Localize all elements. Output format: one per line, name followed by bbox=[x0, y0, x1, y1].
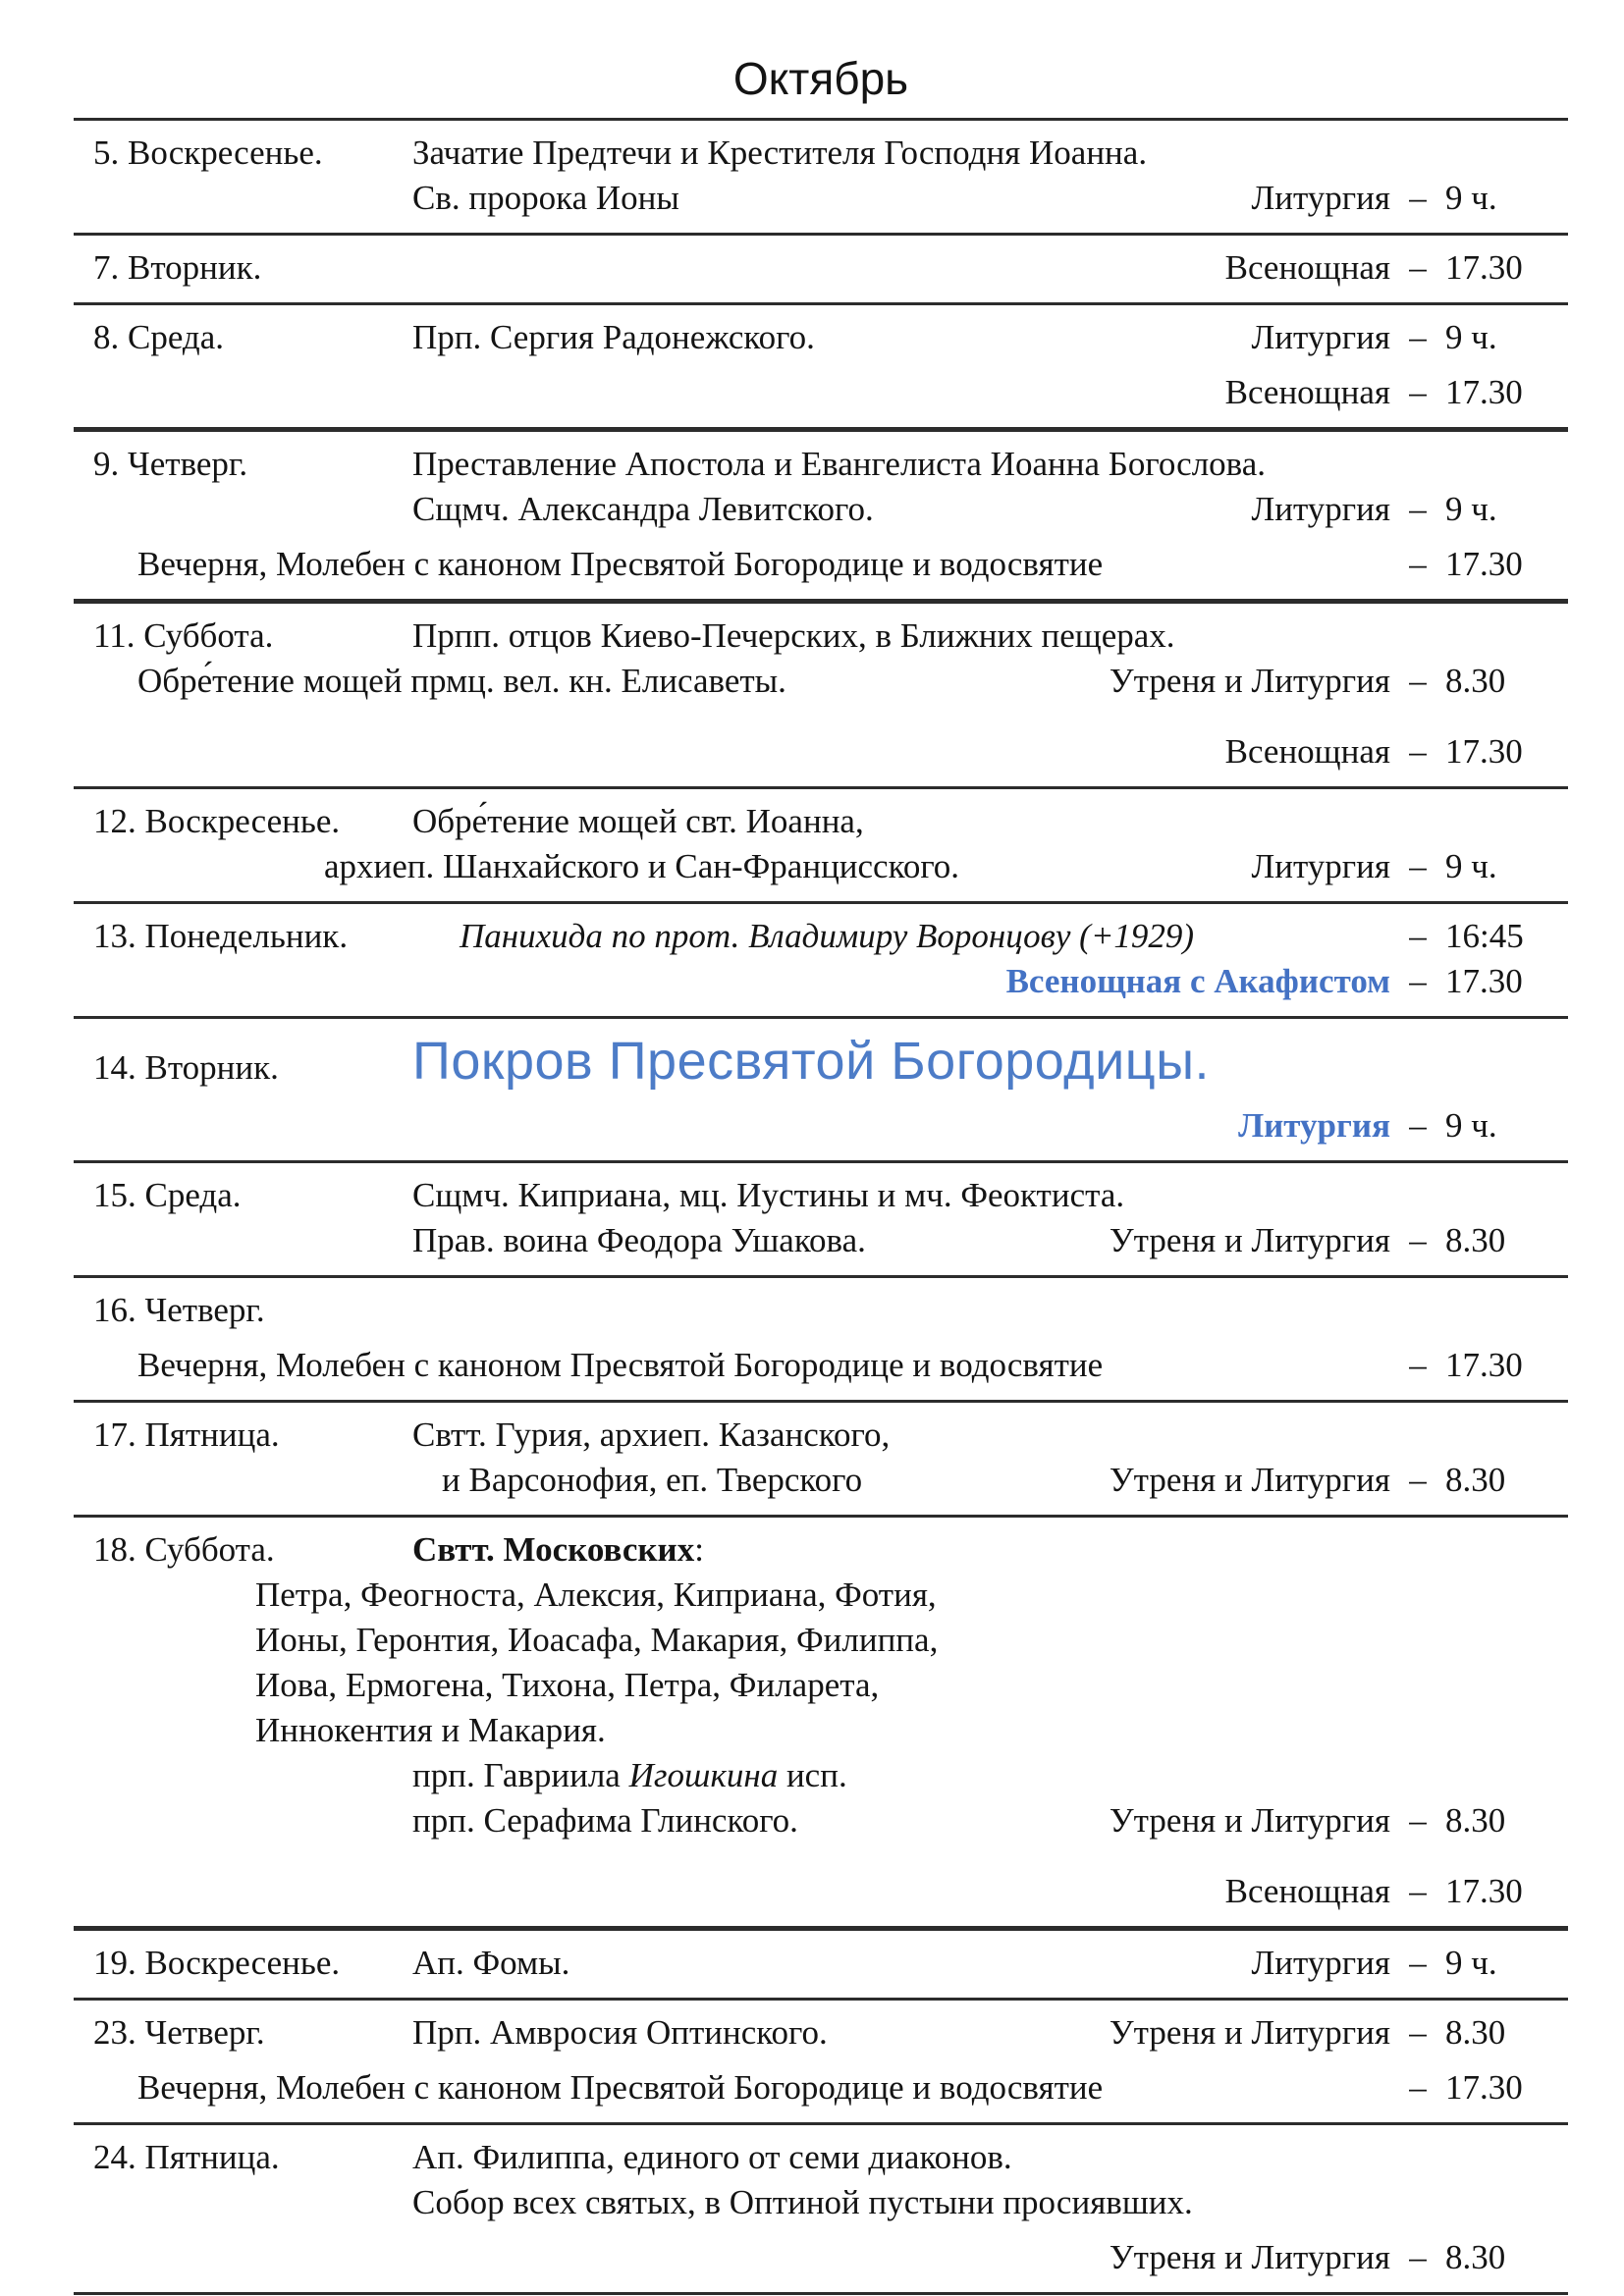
service-name: Всенощная bbox=[1224, 1872, 1390, 1910]
date-cell: 17. Пятница. bbox=[93, 1415, 280, 1454]
service-time: 8.30 bbox=[1445, 662, 1506, 700]
heading-colon: : bbox=[694, 1530, 704, 1569]
service-name: Литургия bbox=[1251, 318, 1390, 356]
service-name: Всенощная bbox=[1224, 373, 1390, 411]
dash: – bbox=[1409, 917, 1427, 955]
date-cell: 9. Четверг. bbox=[93, 445, 248, 483]
service-name: Литургия bbox=[1251, 490, 1390, 528]
description: Обре́тение мощей свт. Иоанна, bbox=[412, 802, 864, 840]
row-oct-13 bbox=[74, 904, 1568, 1019]
date-cell: 19. Воскресенье. bbox=[93, 1944, 341, 1982]
dash: – bbox=[1409, 1461, 1427, 1499]
dash: – bbox=[1409, 2068, 1427, 2107]
service-time: 17.30 bbox=[1445, 545, 1523, 583]
dash: – bbox=[1409, 2013, 1427, 2052]
date-cell: 16. Четверг. bbox=[93, 1291, 265, 1329]
service-name-akathist: Всенощная с Акафистом bbox=[1005, 962, 1390, 1000]
service-name: Утреня и Литургия bbox=[1109, 662, 1390, 700]
dash: – bbox=[1409, 179, 1427, 217]
row-oct-18 bbox=[74, 1518, 1568, 1931]
row-oct-5 bbox=[74, 121, 1568, 236]
saints-names-line: Ионы, Геронтия, Иоасафа, Макария, Филиппа, bbox=[255, 1621, 939, 1659]
service-time: 8.30 bbox=[1445, 1221, 1506, 1259]
row-oct-19 bbox=[74, 1931, 1568, 2001]
service-name: Утреня и Литургия bbox=[1109, 1461, 1390, 1499]
saints-names-line: Иова, Ермогена, Тихона, Петра, Филарета, bbox=[255, 1666, 880, 1704]
service-name: Литургия bbox=[1251, 1944, 1390, 1982]
row-oct-14 bbox=[74, 1019, 1568, 1163]
row-oct-7 bbox=[74, 236, 1568, 305]
dash: – bbox=[1409, 2238, 1427, 2276]
dash: – bbox=[1409, 373, 1427, 411]
date-cell: 11. Суббота. bbox=[93, 616, 274, 655]
dash: – bbox=[1409, 962, 1427, 1000]
description: Обре́тение мощей прмц. вел. кн. Елисаветы. bbox=[137, 662, 786, 700]
description: Сщмч. Киприана, мц. Иустины и мч. Феоктиста. bbox=[412, 1176, 1125, 1214]
row-oct-24 bbox=[74, 2125, 1568, 2295]
service-name: Литургия bbox=[1251, 847, 1390, 885]
service-time: 8.30 bbox=[1445, 1461, 1506, 1499]
date-cell: 18. Суббота. bbox=[93, 1530, 275, 1569]
description: Прп. Амвросия Оптинского. bbox=[412, 2013, 828, 2052]
service-time: 17.30 bbox=[1445, 248, 1523, 287]
dash: – bbox=[1409, 1346, 1427, 1384]
description: Собор всех святых, в Оптиной пустыни просиявших. bbox=[412, 2183, 1193, 2221]
evening-services: Вечерня, Молебен с каноном Пресвятой Богородице и водосвятие bbox=[137, 1346, 1104, 1384]
date-cell: 8. Среда. bbox=[93, 318, 225, 356]
description: Зачатие Предтечи и Крестителя Господня Иоанна. bbox=[412, 133, 1148, 172]
date-cell: 12. Воскресенье. bbox=[93, 802, 341, 840]
date-cell: 14. Вторник. bbox=[93, 1048, 279, 1087]
description: Прп. Сергия Радонежского. bbox=[412, 318, 815, 356]
date-cell: 23. Четверг. bbox=[93, 2013, 265, 2052]
dash: – bbox=[1409, 1801, 1427, 1840]
service-name: Всенощная bbox=[1224, 248, 1390, 287]
description: Ап. Филиппа, единого от семи диаконов. bbox=[412, 2138, 1012, 2176]
dash: – bbox=[1409, 847, 1427, 885]
service-schedule bbox=[74, 27, 1568, 2295]
service-time: 9 ч. bbox=[1445, 847, 1497, 885]
row-oct-8 bbox=[74, 305, 1568, 432]
panikhida-note: Панихида по прот. Владимиру Воронцову (+1929) bbox=[460, 917, 1195, 955]
saint-line: прп. Гавриила Игошкина исп. bbox=[412, 1756, 847, 1794]
date-cell: 15. Среда. bbox=[93, 1176, 242, 1214]
service-time: 17.30 bbox=[1445, 962, 1523, 1000]
dash: – bbox=[1409, 248, 1427, 287]
service-name: Утреня и Литургия bbox=[1109, 1221, 1390, 1259]
service-time: 9 ч. bbox=[1445, 1106, 1497, 1145]
date-cell: 24. Пятница. bbox=[93, 2138, 280, 2176]
description: архиеп. Шанхайского и Сан-Францисского. bbox=[324, 847, 960, 885]
date-cell: 5. Воскресенье. bbox=[93, 133, 323, 172]
service-time: 8.30 bbox=[1445, 2013, 1506, 2052]
service-time: 17.30 bbox=[1445, 1346, 1523, 1384]
row-oct-9 bbox=[74, 432, 1568, 604]
service-time: 17.30 bbox=[1445, 1872, 1523, 1910]
row-oct-16 bbox=[74, 1278, 1568, 1403]
row-oct-23 bbox=[74, 2001, 1568, 2125]
service-time: 8.30 bbox=[1445, 2238, 1506, 2276]
dash: – bbox=[1409, 318, 1427, 356]
service-time: 9 ч. bbox=[1445, 179, 1497, 217]
row-oct-17 bbox=[74, 1403, 1568, 1518]
dash: – bbox=[1409, 1944, 1427, 1982]
saints-names-line: Иннокентия и Макария. bbox=[255, 1711, 606, 1749]
service-time: 17.30 bbox=[1445, 732, 1523, 771]
row-oct-12 bbox=[74, 789, 1568, 904]
month-title: Октябрь bbox=[74, 27, 1568, 121]
feast-title: Покров Пресвятой Богородицы. bbox=[412, 1032, 1211, 1091]
date-cell: 13. Понедельник. bbox=[93, 917, 349, 955]
service-name: Утреня и Литургия bbox=[1109, 1801, 1390, 1840]
service-name: Утреня и Литургия bbox=[1109, 2238, 1390, 2276]
dash: – bbox=[1409, 1221, 1427, 1259]
service-name: Всенощная bbox=[1224, 732, 1390, 771]
dash: – bbox=[1409, 490, 1427, 528]
service-time: 17.30 bbox=[1445, 373, 1523, 411]
service-time: 8.30 bbox=[1445, 1801, 1506, 1840]
service-time: 17.30 bbox=[1445, 2068, 1523, 2107]
saints-names-line: Петра, Феогноста, Алексия, Киприана, Фотия, bbox=[255, 1575, 937, 1614]
evening-services: Вечерня, Молебен с каноном Пресвятой Богородице и водосвятие bbox=[137, 2068, 1104, 2107]
description: и Варсонофия, еп. Тверского bbox=[442, 1461, 863, 1499]
description: прп. Серафима Глинского. bbox=[412, 1801, 798, 1840]
date-cell: 7. Вторник. bbox=[93, 248, 262, 287]
row-oct-15 bbox=[74, 1163, 1568, 1278]
service-name: Литургия bbox=[1238, 1106, 1390, 1145]
description: Прпп. отцов Киево-Печерских, в Ближних пещерах. bbox=[412, 616, 1175, 655]
service-name: Утреня и Литургия bbox=[1109, 2013, 1390, 2052]
description: Свтт. Гурия, архиеп. Казанского, bbox=[412, 1415, 891, 1454]
dash: – bbox=[1409, 662, 1427, 700]
service-time: 9 ч. bbox=[1445, 490, 1497, 528]
evening-services: Вечерня, Молебен с каноном Пресвятой Богородице и водосвятие bbox=[137, 545, 1104, 583]
description: Ап. Фомы. bbox=[412, 1944, 570, 1982]
description: Св. пророка Ионы bbox=[412, 179, 679, 217]
dash: – bbox=[1409, 732, 1427, 771]
dash: – bbox=[1409, 1872, 1427, 1910]
dash: – bbox=[1409, 545, 1427, 583]
service-time: 9 ч. bbox=[1445, 1944, 1497, 1982]
description: Сщмч. Александра Левитского. bbox=[412, 490, 874, 528]
row-oct-11 bbox=[74, 604, 1568, 789]
service-time: 9 ч. bbox=[1445, 318, 1497, 356]
service-time: 16:45 bbox=[1445, 917, 1524, 955]
saint-surname-italic: Игошкина bbox=[628, 1756, 779, 1794]
description: Прав. воина Феодора Ушакова. bbox=[412, 1221, 866, 1259]
moscow-saints-heading: Свтт. Московских bbox=[412, 1530, 695, 1569]
description: Преставление Апостола и Евангелиста Иоанна Богослова. bbox=[412, 445, 1267, 483]
service-name: Литургия bbox=[1251, 179, 1390, 217]
dash: – bbox=[1409, 1106, 1427, 1145]
